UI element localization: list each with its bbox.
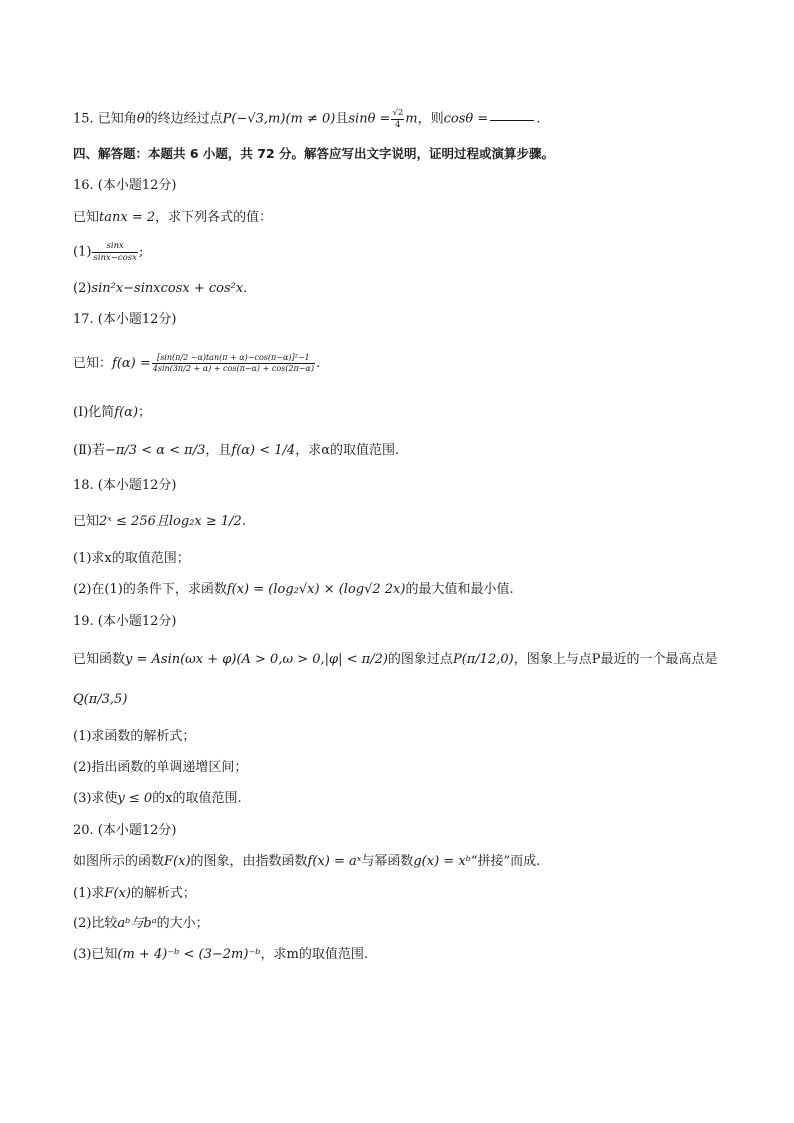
q18-part-1: (1)求x的取值范围； — [73, 551, 190, 566]
q16-header: 16. (本小题12分) — [73, 178, 177, 193]
q17-inequality: f(α) < 1/4 — [231, 443, 296, 458]
q19-part-2: (2)指出函数的单调递增区间； — [73, 760, 248, 775]
q18-header: 18. (本小题12分) — [73, 478, 177, 493]
q20-exponential: f(x) = aˣ — [307, 854, 362, 869]
q15-sin: sinθ = — [348, 111, 391, 127]
q16-expression: sin²x−sinxcosx + cos²x. — [91, 281, 248, 296]
q20-header: 20. (本小题12分) — [73, 823, 177, 838]
q17-header: 17. (本小题12分) — [73, 312, 177, 327]
q16-part-2: (2)sin²x−sinxcosx + cos²x. — [73, 281, 248, 296]
q15-theta: θ — [136, 111, 145, 127]
q18-part-2: (2)在(1)的条件下，求函数f(x) = (log₂√x) × (log√2 2x)的最大值和最小值. — [73, 582, 514, 597]
section-4-heading: 四、解答题：本题共 6 小题，共 72 分。解答应写出文字说明，证明过程或演算步骤。 — [73, 146, 555, 161]
q15-and: 且 — [335, 111, 349, 127]
q18-stem: 已知2ˣ ≤ 256且log₂x ≥ 1/2. — [73, 514, 246, 529]
q20-part-1: (1)求F(x)的解析式； — [73, 886, 196, 901]
q17-part-1: (Ⅰ)化简f(α)； — [73, 405, 152, 420]
answer-blank[interactable] — [490, 120, 534, 121]
q19-function: y = Asin(ωx + φ)(A > 0,ω > 0,|φ| < π/2) — [125, 652, 388, 667]
q20-stem: 如图所示的函数F(x)的图象，由指数函数f(x) = aˣ与幂函数g(x) = xᵇ“拼接”而成. — [73, 854, 541, 869]
q17-condition: −π/3 < α < π/3 — [104, 443, 206, 458]
q15-point: P(−√3,m)(m ≠ 0) — [222, 111, 336, 127]
q17-stem: 已知：f(α) = $\frac{\text{[sin(π/2 −α)tan(π + α)−cos(π−α)]²−1}}{4\sin(3\pi/2 + \alpha) + \cos(\pi-\alpha) + \cos(2\pi-\alpha)}$ . — [73, 353, 321, 373]
q19-stem-cont — [73, 691, 127, 709]
q19-part-1: (1)求函数的解析式； — [73, 729, 196, 744]
q15-lead: 15. 已知角 — [73, 111, 137, 127]
q19-part-3: (3)求使y ≤ 0的x的取值范围. — [73, 791, 242, 806]
question-15: 15. 已知角θ的终边经过点P(−√3,m)(m ≠ 0)且sinθ = $\frac{√2}{4}$ m，则cosθ = . — [73, 108, 541, 130]
q16-part-1: (1) $\frac{\sin x}{\sin x-\cos x}$ ; — [73, 241, 144, 263]
q18-function: f(x) = (log₂√x) × (log√2 2x) — [226, 582, 406, 597]
q15-text: 的终边经过点 — [144, 111, 223, 127]
q20-part-3: (3)已知(m + 4)⁻ᵇ < (3−2m)⁻ᵇ，求m的取值范围. — [73, 947, 368, 962]
q19-stem: 已知函数y = Asin(ωx + φ)(A > 0,ω > 0,|φ| < π/2)的图象过点P(π/12,0)，图象上与点P最近的一个最高点是 — [73, 652, 718, 667]
q15-fraction: $\frac{√2}{4}$ — [392, 108, 404, 130]
q19-point-q: Q(π/3,5) — [73, 692, 128, 707]
q16-condition: tanx = 2 — [99, 210, 156, 225]
q15-cos: cosθ = — [443, 111, 489, 127]
q17-fraction: $\frac{\text{[sin(π/2 −α)tan(π + α)−cos(π−α)]²−1}}{4\sin(3\pi/2 + \alpha) + \cos(\pi-\alpha) + \cos(2\pi-\alpha)}$ — [152, 353, 314, 373]
q18-condition: 2ˣ ≤ 256且log₂x ≥ 1/2 — [99, 514, 242, 529]
q16-stem: 已知tanx = 2，求下列各式的值： — [73, 210, 273, 225]
q17-function: f(α) = — [112, 356, 151, 371]
q20-part-2: (2)比较aᵇ与bᵃ的大小； — [73, 916, 209, 931]
q17-part-2: (Ⅱ)若−π/3 < α < π/3，且f(α) < 1/4，求α的取值范围. — [73, 443, 400, 458]
q15-then: ，则 — [417, 111, 444, 127]
q20-power: g(x) = xᵇ — [413, 854, 471, 869]
q15-m: m — [405, 111, 418, 127]
q16-fraction: $\frac{\sin x}{\sin x-\cos x}$ — [93, 241, 137, 263]
q19-header: 19. (本小题12分) — [73, 614, 177, 629]
q20-inequality: (m + 4)⁻ᵇ < (3−2m)⁻ᵇ — [117, 947, 261, 962]
q19-point-p: P(π/12,0) — [452, 652, 514, 667]
